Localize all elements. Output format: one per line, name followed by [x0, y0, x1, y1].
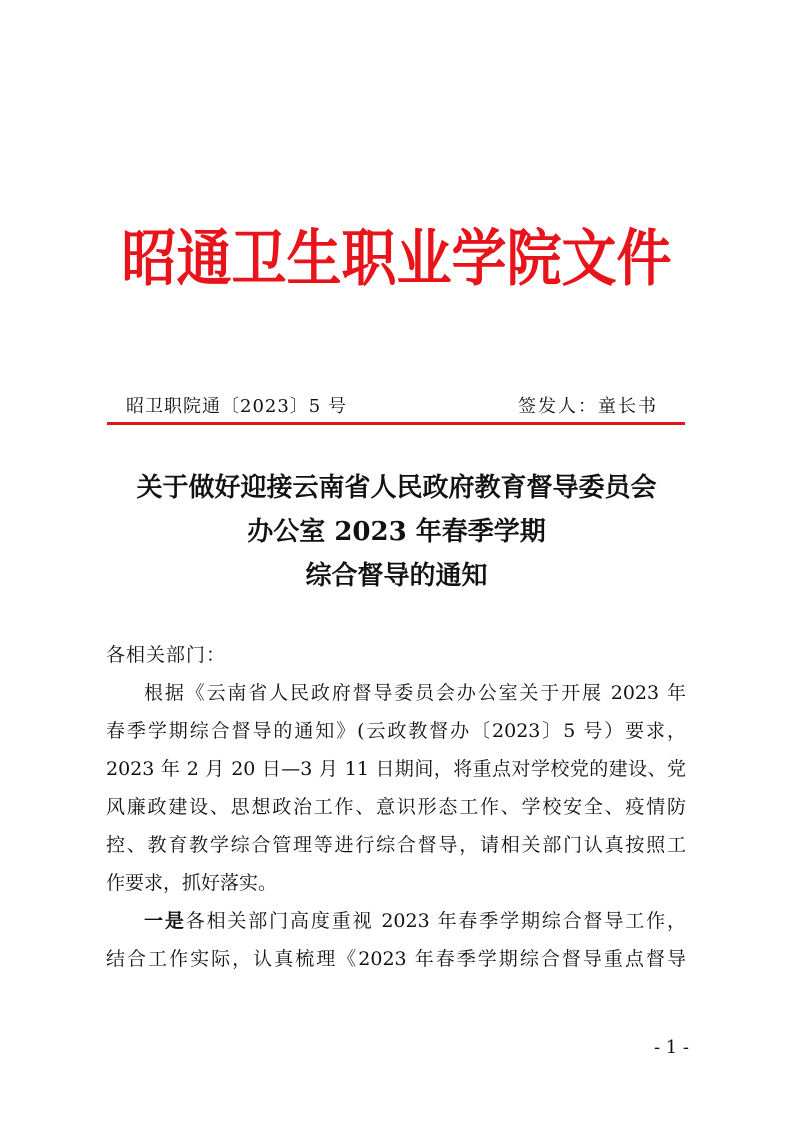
paragraph-1-line: 控、教育教学综合管理等进行综合督导，请相关部门认真按照工: [106, 834, 686, 856]
paragraph-2-line: 结合工作实际，认真梳理《2023 年春季学期综合督导重点督导: [106, 948, 686, 970]
notice-body: [106, 636, 686, 978]
document-number: 昭卫职院通〔2023〕5 号: [126, 396, 347, 417]
paragraph-1-line: 2023 年 2 月 20 日—3 月 11 日期间，将重点对学校党的建设、党: [106, 758, 686, 780]
paragraph-1-line: 作要求，抓好落实。: [106, 872, 278, 894]
notice-title-line-2: 办公室 2023 年春季学期: [247, 517, 546, 547]
paragraph-2: [106, 902, 686, 978]
notice-title-line-1: 关于做好迎接云南省人民政府教育督导委员会: [136, 473, 657, 503]
paragraph-1-line: 风廉政建设、思想政治工作、意识形态工作、学校安全、疫情防: [106, 796, 686, 818]
paragraph-2-lead: 一是: [144, 910, 186, 932]
document-number-line: [108, 394, 684, 420]
paragraph-1: [106, 674, 686, 902]
red-divider-line: [107, 422, 685, 425]
signer: 签发人：童长书: [518, 396, 658, 417]
paragraph-1-line: 春季学期综合督导的通知》(云政教督办〔2023〕5 号）要求，: [106, 720, 686, 742]
notice-title: [60, 466, 733, 598]
paragraph-2-line-1-text: 各相关部门高度重视 2023 年春季学期综合督导工作，: [185, 910, 686, 932]
paragraph-2-line: [106, 902, 686, 940]
masthead-title: 昭通卫生职业学院文件: [121, 222, 672, 294]
notice-title-line-3: 综合督导的通知: [305, 561, 488, 591]
page-number: - 1 -: [653, 1037, 689, 1058]
paragraph-1-line: 根据《云南省人民政府督导委员会办公室关于开展 2023 年: [144, 682, 686, 704]
salutation: 各相关部门：: [106, 644, 227, 666]
